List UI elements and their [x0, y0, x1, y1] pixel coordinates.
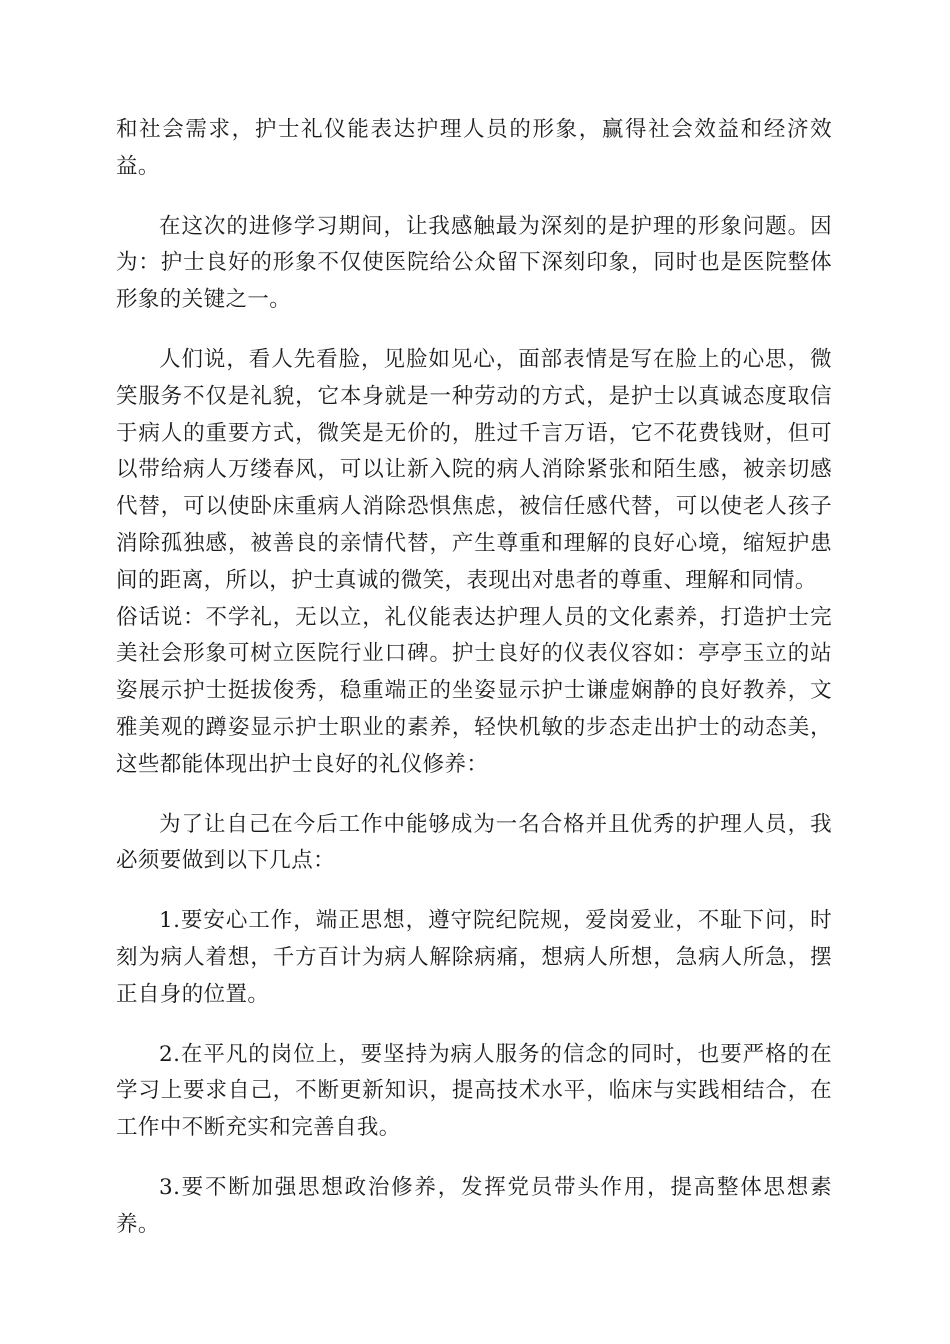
- list-item-3: 3.要不断加强思想政治修养，发挥党员带头作用，提高整体思想素养。: [116, 1174, 832, 1237]
- paragraph-smile-service: 人们说，看人先看脸，见脸如见心，面部表情是写在脸上的心思，微笑服务不仅是礼貌，它本身就是一种劳动的方式，是护士以真诚态度取信于病人的重要方式，微笑是无价的，胜过千言万语，它不花费钱财，但可以带给病人万缕春风，可以让新入院的病人消除紧张和陌生感，被亲切感代替，可以使卧床重病人消除恐惧焦虑，被信任感代替，可以使老人孩子消除孤独感，被善良的亲情代替，产生尊重和理解的良好心境，缩短护患间的距离，所以，护士真诚的微笑，表现出对患者的尊重、理解和同情。: [116, 346, 832, 593]
- paragraph-image-problem: 在这次的进修学习期间，让我感触最为深刻的是护理的形象问题。因为：护士良好的形象不仅使医院给公众留下深刻印象，同时也是医院整体形象的关键之一。: [116, 213, 832, 313]
- paragraph-etiquette: 俗话说：不学礼，无以立，礼仪能表达护理人员的文化素养，打造护士完美社会形象可树立医院行业口碑。护士良好的仪表仪容如：亭亭玉立的站姿展示护士挺拔俊秀，稳重端正的坐姿显示护士谦虚娴静的良好教养，文雅美观的蹲姿显示护士职业的素养，轻快机敏的步态走出护士的动态美，这些都能体现出护士良好的礼仪修养：: [116, 604, 832, 777]
- list-item-1: 1.要安心工作，端正思想，遵守院纪院规，爱岗爱业，不耻下问，时刻为病人着想，千方百计为病人解除病痛，想病人所想，急病人所急，摆正自身的位置。: [116, 908, 832, 1007]
- list-item-2: 2.在平凡的岗位上，要坚持为病人服务的信念的同时，也要严格的在学习上要求自己，不断更新知识，提高技术水平，临床与实践相结合，在工作中不断充实和完善自我。: [116, 1041, 832, 1141]
- document-body: [116, 112, 832, 1267]
- paragraph-goals-intro: 为了让自己在今后工作中能够成为一名合格并且优秀的护理人员，我必须要做到以下几点：: [116, 811, 832, 874]
- paragraph-continuation: 和社会需求，护士礼仪能表达护理人员的形象，赢得社会效益和经济效益。: [116, 117, 832, 179]
